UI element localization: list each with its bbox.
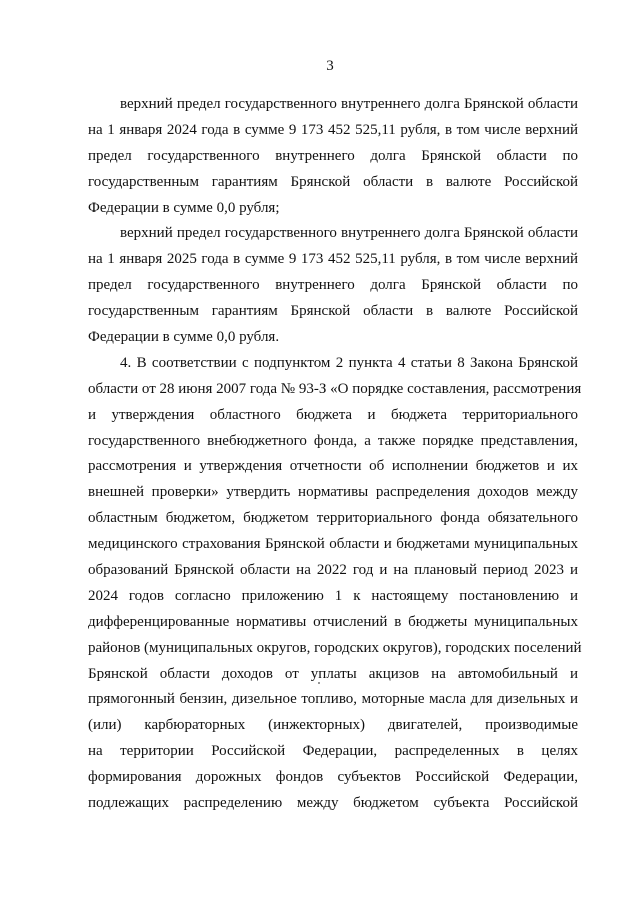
text-line: районов (муниципальных округов, городских округов), городских поселений — [88, 639, 582, 656]
text-line: прямогонный бензин, дизельное топливо, моторные масла для дизельных и — [88, 691, 578, 708]
text-line: и утверждения областного бюджета и бюджета территориального — [88, 406, 578, 423]
text-line: верхний предел государственного внутреннего долга Брянской области — [120, 96, 578, 112]
text-line: государственным гарантиям Брянской области в валюте Российской — [88, 303, 578, 320]
text-line: подлежащих распределению между бюджетом субъекта Российской — [88, 795, 578, 812]
text-line: Федерации в сумме 0,0 рубля. — [88, 329, 280, 346]
text-line: (или) карбюраторных (инжекторных) двигателей, производимые — [88, 717, 578, 734]
paragraph-debt-limit-2024 — [88, 92, 578, 221]
text-line: медицинского страхования Брянской области и бюджетами муниципальных — [88, 536, 578, 553]
text-line: 2024 годов согласно приложению 1 к настоящему постановлению и — [88, 587, 578, 604]
text-line: Брянской области доходов от уплаты акцизов на автомобильный и — [88, 665, 578, 682]
text-line: рассмотрения и утверждения отчетности об исполнении бюджетов и их — [88, 458, 578, 475]
scan-speck — [318, 682, 320, 684]
text-line: предел государственного внутреннего долга Брянской области по — [88, 277, 578, 294]
text-line: области от 28 июня 2007 года № 93-З «О порядке составления, рассмотрения — [88, 380, 582, 397]
text-line: формирования дорожных фондов субъектов Российской Федерации, — [88, 769, 578, 786]
text-line: 4. В соответствии с подпунктом 2 пункта 4 статьи 8 Закона Брянской — [120, 354, 578, 371]
text-line: на территории Российской Федерации, распределенных в целях — [88, 743, 578, 760]
text-line: на 1 января 2025 года в сумме 9 173 452 525,11 рубля, в том числе верхний — [88, 251, 578, 268]
text-line: Федерации в сумме 0,0 рубля; — [88, 199, 280, 216]
document-body — [88, 92, 582, 817]
text-line: областным бюджетом, бюджетом территориального фонда обязательного — [88, 510, 578, 527]
text-line: образований Брянской области на 2022 год и на плановый период 2023 и — [88, 562, 578, 579]
text-line: на 1 января 2024 года в сумме 9 173 452 525,11 рубля, в том числе верхний — [88, 121, 578, 138]
page-number: 3 — [326, 58, 334, 74]
paragraph-debt-limit-2025 — [88, 221, 578, 350]
paragraph-item-4 — [88, 351, 582, 817]
text-line: дифференцированные нормативы отчислений в бюджеты муниципальных — [88, 613, 578, 630]
text-line: внешней проверки» утвердить нормативы распределения доходов между — [88, 484, 578, 501]
text-line: верхний предел государственного внутреннего долга Брянской области — [120, 225, 578, 242]
text-line: предел государственного внутреннего долга Брянской области по — [88, 147, 578, 164]
text-line: государственного внебюджетного фонда, а также порядке представления, — [88, 432, 578, 449]
text-line: государственным гарантиям Брянской области в валюте Российской — [88, 173, 578, 190]
